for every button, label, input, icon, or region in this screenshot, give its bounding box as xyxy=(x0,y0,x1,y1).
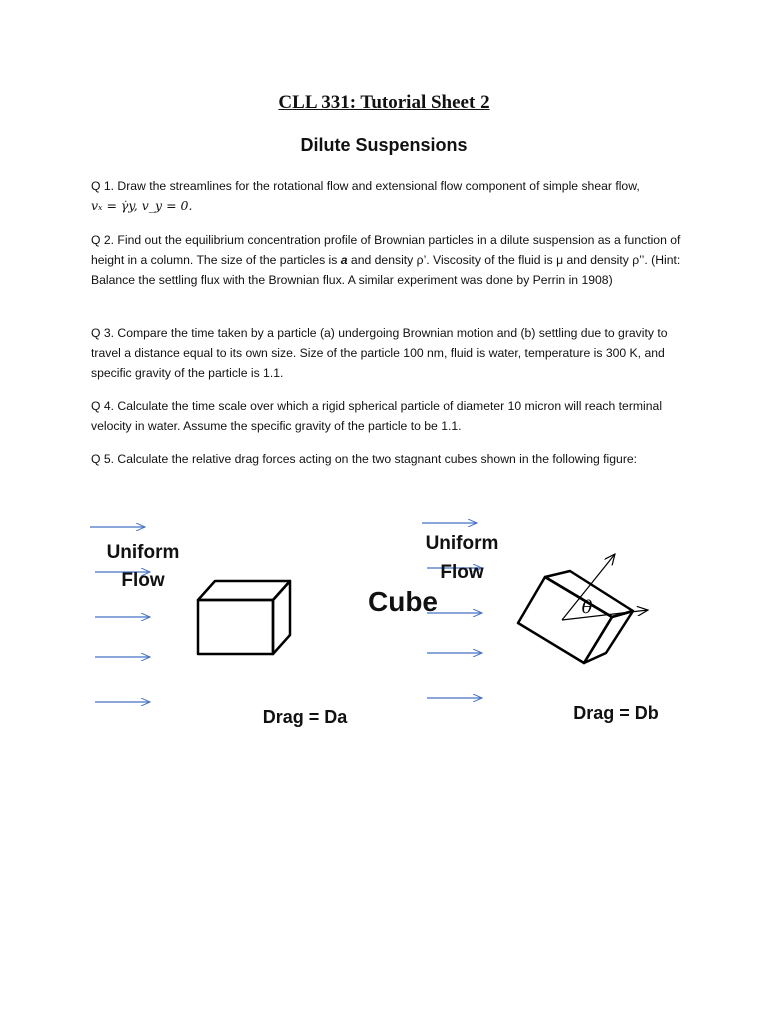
question-1-equation: vₓ = γ̇y, v_y = 0. xyxy=(91,198,193,213)
question-2-text-after: and density ρ’. Viscosity of the fluid is μ and density ρ’’. (Hint: Balance the settling flux with the Brownian flux. A similar experiment was done by Perrin in 1908) xyxy=(91,253,681,287)
question-2 xyxy=(91,230,691,290)
question-2-text-before: Q 2. Find out the equilibrium concentration profile of Brownian particles in a dilute suspension as a function of height in a column. The size of the particles is xyxy=(91,233,681,267)
theta-symbol: θ xyxy=(581,597,593,618)
drag-right-label: Drag = Db xyxy=(573,703,659,723)
right-flow-label-line1: Uniform xyxy=(425,533,499,554)
question-4: Q 4. Calculate the time scale over which a rigid spherical particle of diameter 10 micron will reach terminal velocity in water. Assume the specific gravity of the particle to be 1.1. xyxy=(91,399,663,433)
drag-figure xyxy=(0,490,768,740)
right-flow-label-line2: Flow xyxy=(440,562,484,583)
angle-axes xyxy=(562,554,648,620)
question-1-text: Q 1. Draw the streamlines for the rotational flow and extensional flow component of simple shear flow, xyxy=(91,179,640,193)
drag-left-label: Drag = Da xyxy=(262,707,348,727)
question-2-symbol: a xyxy=(340,253,348,267)
left-cube-icon xyxy=(198,581,290,654)
left-flow-label-line2: Flow xyxy=(121,570,165,591)
cube-label: Cube xyxy=(368,586,438,617)
question-1 xyxy=(91,176,691,216)
left-flow-label-line1: Uniform xyxy=(106,542,180,563)
question-3: Q 3. Compare the time taken by a particle (a) undergoing Brownian motion and (b) settling due to gravity to travel a distance equal to its own size. Size of the particle 100 nm, fluid is water, temperature is 300 K, and specific gravity of the particle is 1.1. xyxy=(91,326,668,380)
question-5: Q 5. Calculate the relative drag forces acting on the two stagnant cubes shown in the following figure: xyxy=(91,452,638,466)
page-title: CLL 331: Tutorial Sheet 2 xyxy=(278,92,490,113)
right-cube-icon xyxy=(518,571,633,663)
page-subtitle: Dilute Suspensions xyxy=(300,135,468,155)
